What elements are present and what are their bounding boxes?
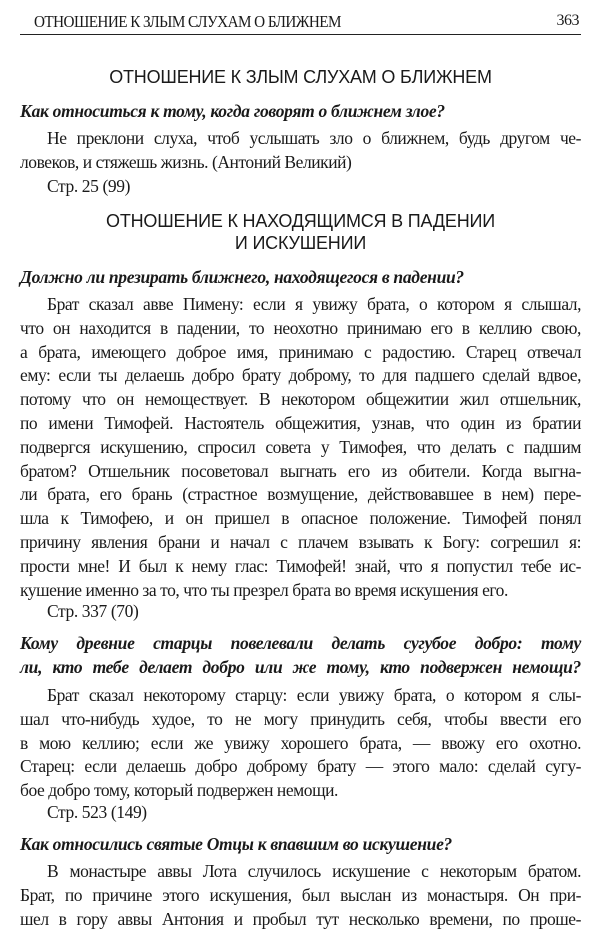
page-number: 363 [556, 12, 579, 29]
running-header [20, 12, 581, 35]
text-line: прости мне! И был к нему глас: Тимофей! знай, что я попустил тебе ис- [20, 555, 581, 576]
question-heading: Должно ли презирать ближнего, находящегося в падении? [20, 267, 464, 287]
text-line: Брат, по причине этого искушения, был выслан из монастыря. Он при- [20, 884, 581, 905]
text-line: В монастыре аввы Лота случилось искушение с некоторым братом. [47, 861, 581, 881]
text-line: шла к Тимофею, и он пришел в опасное положение. Тимофей понял [20, 508, 581, 529]
text-line: в мою келлию; если же увижу хорошего брата, — ввожу его охотно. [20, 732, 581, 753]
question-line: ли, кто тебе делает добро или же тому, кто подвержен немощи? [20, 656, 581, 677]
text-line: по имени Тимофей. Настоятель общежития, узнав, что один из братии [20, 412, 581, 433]
text-line: кушение именно за то, что ты презрел брата во время искушения его. [20, 579, 508, 600]
page-reference: Стр. 523 (149) [47, 802, 147, 822]
page-reference: Стр. 25 (99) [47, 176, 131, 196]
paragraph [20, 293, 581, 602]
paragraph [20, 684, 581, 803]
text-line: подвергся искушению, спросил совета у Тимофея, что делать с падшим [20, 436, 581, 457]
text-line: бое добро тому, который подвержен немощи. [20, 780, 338, 801]
question-heading: Как относиться к тому, когда говорят о ближнем злое? [20, 101, 445, 121]
text-line: Брат сказал авве Пимену: если я увижу брата, о котором я слышал, [47, 294, 581, 314]
text-line: ему: если ты делаешь добро брату доброму, то для падшего сделай вдвое, [20, 365, 581, 386]
text-line: ли брата, его брань (страстное возмущение, действовавшее в нем) пере- [20, 484, 581, 505]
text-line: что он находится в падении, то неохотно принимаю его в келлию свою, [20, 317, 581, 338]
running-title: ОТНОШЕНИЕ К ЗЛЫМ СЛУХАМ О БЛИЖНЕМ [34, 12, 341, 31]
text-line: ловеков, и стяжешь жизнь. (Антоний Великий) [20, 151, 352, 172]
paragraph [20, 860, 581, 931]
question-heading [20, 632, 581, 679]
text-line: братом? Отшельник посоветовал выгнать его из обители. Когда выгна- [20, 460, 581, 481]
paragraph [20, 127, 581, 175]
text-line: потому что он немоществует. В некотором общежитии жил отшельник, [20, 389, 581, 410]
question-line: Кому древние старцы повелевали делать сугубое добро: тому [20, 633, 581, 653]
section-title [20, 210, 581, 254]
text-line: причину явления брани и начал с плачем взывать к Богу: согрешил я: [20, 531, 581, 552]
text-line: а брата, имеющего доброе имя, принимаю с радостию. Старец отвечал [20, 341, 581, 362]
text-line: шел в гору аввы Антония и пробыл тут несколько времени, по проше- [20, 908, 581, 929]
section-title: ОТНОШЕНИЕ К ЗЛЫМ СЛУХАМ О БЛИЖНЕМ [109, 67, 492, 87]
section-title-line: ОТНОШЕНИЕ К НАХОДЯЩИМСЯ В ПАДЕНИИ [106, 211, 495, 231]
text-line: Старец: если делаешь добро доброму брату — этого мало: сделай сугу- [20, 756, 581, 777]
text-line: Брат сказал некоторому старцу: если увижу брата, о котором я слы- [47, 685, 581, 705]
text-line: Не преклони слуха, чтоб услышать зло о ближнем, будь другом че- [47, 128, 581, 148]
question-heading: Как относились святые Отцы к впавшим во искушение? [20, 834, 453, 854]
text-line: шал что-нибудь худое, то не могу принудить себя, чтобы ввести его [20, 708, 581, 729]
section-title-line: И ИСКУШЕНИИ [234, 233, 367, 253]
page-reference: Стр. 337 (70) [47, 601, 139, 621]
